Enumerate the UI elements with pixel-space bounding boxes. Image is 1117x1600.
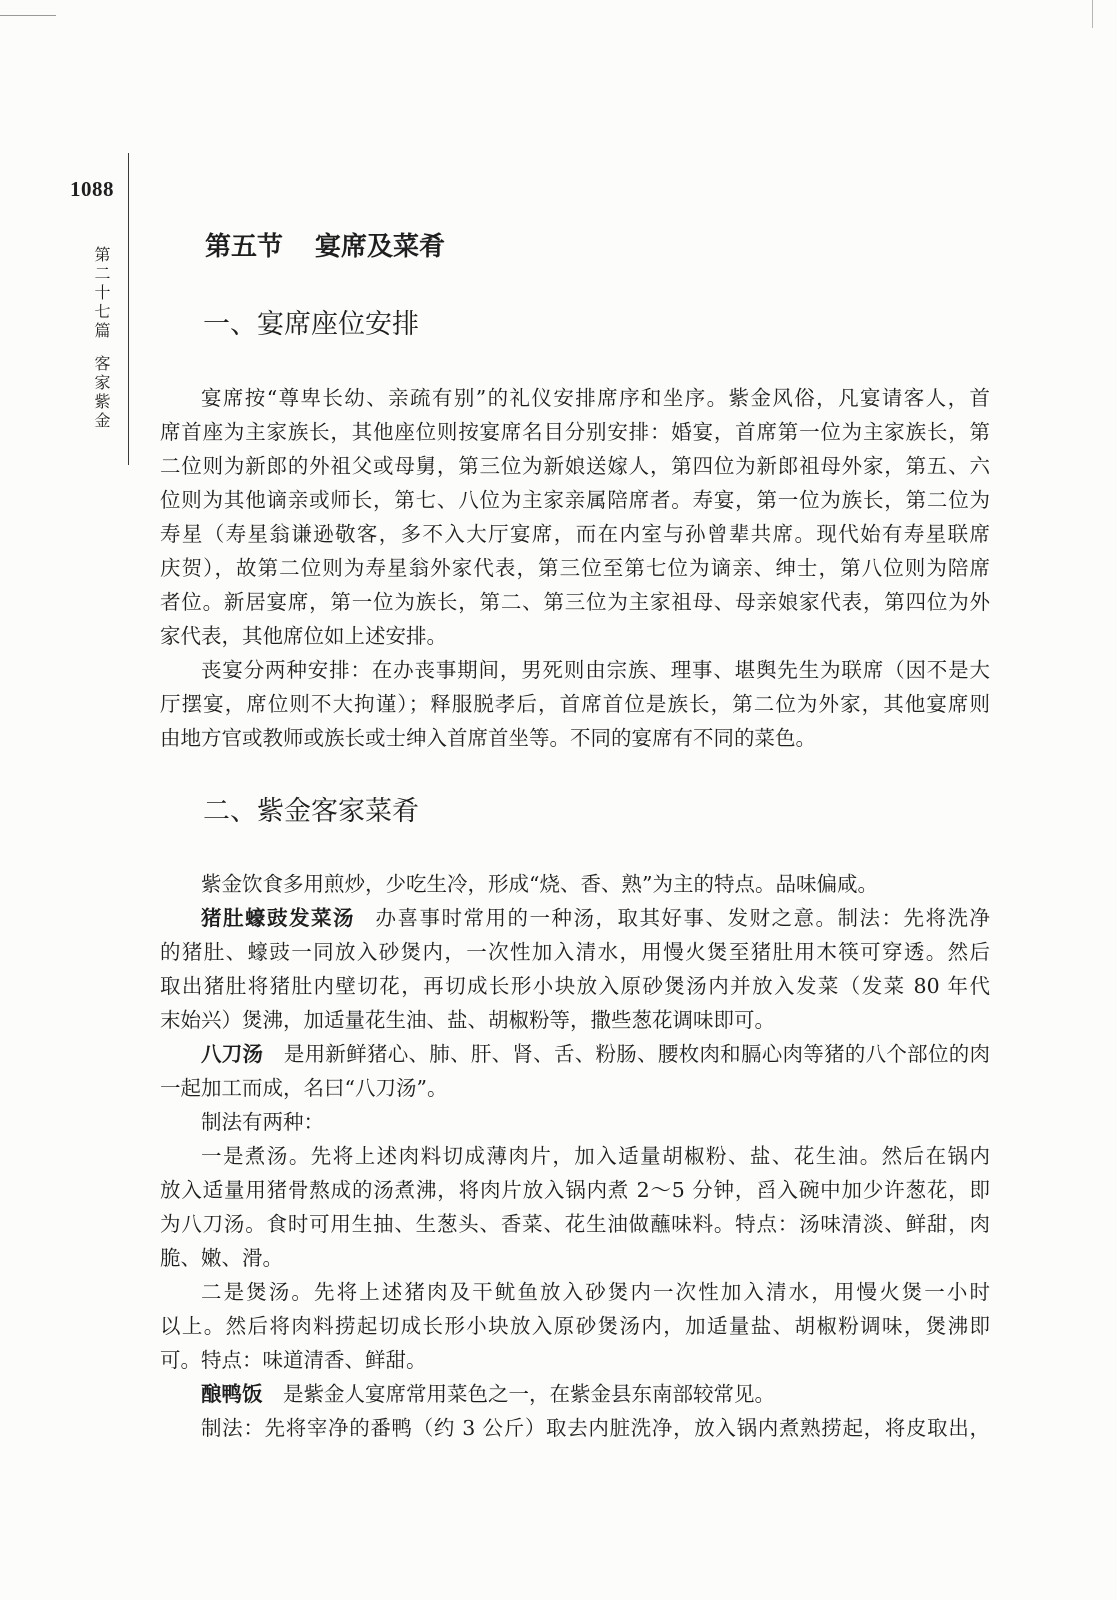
text-line	[160, 1377, 990, 1411]
text-line: 宴席按“尊卑长幼、亲疏有别”的礼仪安排席序和坐序。紫金风俗，凡宴请客人，首	[201, 386, 990, 410]
text-line: 脆、嫩、滑。	[160, 1246, 283, 1270]
text-line	[160, 1037, 990, 1071]
text-line: 末始兴）煲沸，加适量花生油、盐、胡椒粉等，撒些葱花调味即可。	[160, 1008, 775, 1032]
text-line: 庆贺），故第二位则为寿星翁外家代表，第三位至第七位为谪亲、绅士，第八位则为陪席	[160, 556, 990, 580]
text-line: 取出猪肚将猪肚内壁切花，再切成长形小块放入原砂煲汤内并放入发菜（发菜 80 年代	[160, 974, 990, 998]
dish-name: 猪肚蠔豉发菜汤	[201, 906, 355, 930]
text-line: 放入适量用猪骨熬成的汤煮沸，将肉片放入锅内煮 2～5 分钟，舀入碗中加少许葱花，即	[160, 1178, 990, 1202]
text-line: 寿星（寿星翁谦逊敬客，多不入大厅宴席，而在内室与孙曾辈共席。现代始有寿星联席	[160, 522, 990, 546]
text-line: 的猪肚、蠔豉一同放入砂煲内，一次性加入清水，用慢火煲至猪肚用木筷可穿透。然后	[160, 940, 990, 964]
text-line: 以上。然后将肉料捞起切成长形小块放入原砂煲汤内，加适量盐、胡椒粉调味，煲沸即	[160, 1314, 990, 1338]
scan-edge-mark	[0, 15, 56, 16]
section-title	[205, 228, 445, 266]
text-line: 者位。新居宴席，第一位为族长，第二、第三位为主家祖母、母亲娘家代表，第四位为外	[160, 590, 990, 614]
text-run: 是用新鲜猪心、肺、肝、肾、舌、粉肠、腰枚肉和膈心肉等猪的八个部位的肉	[283, 1042, 990, 1066]
text-line: 可。特点：味道清香、鲜甜。	[160, 1348, 427, 1372]
text-line: 由地方官或教师或族长或士绅入首席首坐等。不同的宴席有不同的菜色。	[160, 726, 816, 750]
section-number: 第五节	[205, 232, 284, 262]
text-line: 二是煲汤。先将上述猪肉及干鱿鱼放入砂煲内一次性加入清水，用慢火煲一小时	[201, 1280, 990, 1304]
text-line: 厅摆宴，席位则不大拘谨）；释服脱孝后，首席首位是族长，第二位为外家，其他宴席则	[160, 692, 990, 716]
body-seating	[160, 381, 990, 755]
text-run: 办喜事时常用的一种汤，取其好事、发财之意。制法：先将洗净	[375, 906, 990, 930]
subheading-seating: 一、宴席座位安排	[203, 309, 419, 340]
text-run: 是紫金人宴席常用菜色之一，在紫金县东南部较常见。	[283, 1382, 775, 1406]
body-dishes	[160, 867, 990, 1445]
text-line: 席首座为主家族长，其他座位则按宴席名目分别安排：婚宴，首席第一位为主家族长，第	[160, 420, 990, 444]
scan-edge-mark	[1092, 0, 1093, 28]
text-line: 制法：先将宰净的番鸭（约 3 公斤）取去内脏洗净，放入锅内煮熟捞起，将皮取出，	[201, 1416, 990, 1440]
text-line: 一起加工而成，名曰“八刀汤”。	[160, 1076, 448, 1100]
text-line	[160, 901, 990, 935]
subheading-dishes: 二、紫金客家菜肴	[203, 796, 419, 827]
text-line: 家代表，其他席位如上述安排。	[160, 624, 447, 648]
text-line: 为八刀汤。食时可用生抽、生葱头、香菜、花生油做蘸味料。特点：汤味清淡、鲜甜，肉	[160, 1212, 990, 1236]
running-head-book: 客家紫金	[92, 355, 111, 431]
text-line: 一是煮汤。先将上述肉料切成薄肉片，加入适量胡椒粉、盐、花生油。然后在锅内	[201, 1144, 990, 1168]
text-line: 位则为其他谪亲或师长，第七、八位为主家亲属陪席者。寿宴，第一位为族长，第二位为	[160, 488, 990, 512]
margin-rule	[128, 153, 129, 465]
section-name: 宴席及菜肴	[315, 232, 446, 262]
page-number: 1088	[70, 177, 114, 201]
text-line: 紫金饮食多用煎炒，少吃生冷，形成“烧、香、熟”为主的特点。品味偏咸。	[201, 872, 878, 896]
dish-name: 酿鸭饭	[201, 1382, 263, 1406]
text-line: 制法有两种：	[201, 1110, 324, 1134]
running-head	[90, 246, 112, 446]
text-line: 丧宴分两种安排：在办丧事期间，男死则由宗族、理事、堪舆先生为联席（因不是大	[201, 658, 990, 682]
dish-name: 八刀汤	[201, 1042, 264, 1066]
text-line: 二位则为新郎的外祖父或母舅，第三位为新娘送嫁人，第四位为新郎祖母外家，第五、六	[160, 454, 990, 478]
running-head-part: 第二十七篇	[92, 246, 111, 341]
